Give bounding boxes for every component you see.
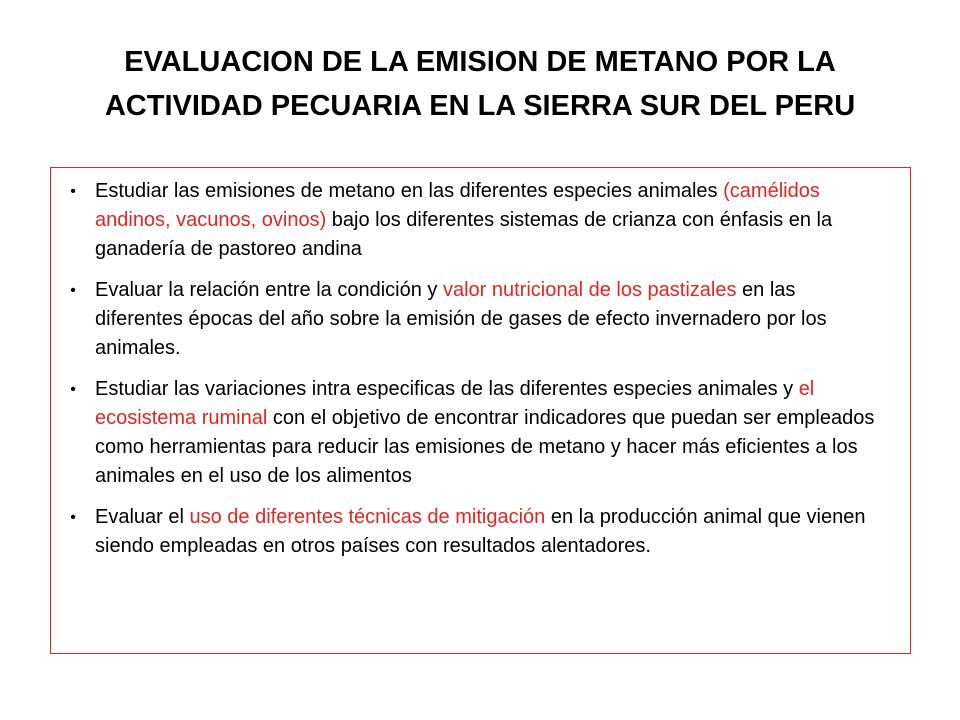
objectives-list bbox=[65, 177, 885, 573]
bullet-dot-icon: • bbox=[70, 282, 76, 299]
objective-item bbox=[65, 375, 885, 491]
objective-text: en la producción animal que vienen siendo empleadas en otros países con resultados alentadores. bbox=[95, 506, 866, 557]
objective-highlight: el ecosistema ruminal bbox=[95, 378, 815, 429]
objective-highlight: valor nutricional de los pastizales bbox=[442, 279, 737, 301]
objective-item bbox=[65, 503, 885, 561]
bullet-dot-icon: • bbox=[70, 381, 76, 398]
objective-item bbox=[65, 276, 885, 363]
objective-text: Evaluar el bbox=[95, 506, 190, 528]
bullet-dot-icon: • bbox=[70, 183, 76, 200]
objective-text: Estudiar las emisiones de metano en las diferentes especies animales bbox=[95, 180, 724, 202]
objectives-frame bbox=[50, 167, 911, 654]
objective-highlight: uso de diferentes técnicas de mitigación bbox=[189, 506, 546, 528]
objective-text: Evaluar la relación entre la condición y bbox=[95, 279, 443, 301]
slide-title: EVALUACION DE LA EMISION DE METANO POR LA ACTIVIDAD PECUARIA EN LA SIERRA SUR DEL PERU bbox=[104, 46, 856, 122]
objective-text: bajo los diferentes sistemas de crianza con énfasis en la ganadería de pastoreo andina bbox=[95, 209, 833, 260]
bullet-dot-icon: • bbox=[70, 509, 76, 526]
objective-text: con el objetivo de encontrar indicadores que puedan ser empleados como herramientas para reducir las emisiones de metano y hacer más eficientes a los animales en el uso de los alimentos bbox=[95, 407, 875, 487]
objective-highlight: (camélidos andinos, vacunos, ovinos) bbox=[95, 180, 820, 231]
objective-item bbox=[65, 177, 885, 264]
objective-text: en las diferentes épocas del año sobre la emisión de gases de efecto invernadero por los animales. bbox=[95, 279, 827, 359]
objective-text: Estudiar las variaciones intra especificas de las diferentes especies animales y bbox=[95, 378, 799, 400]
